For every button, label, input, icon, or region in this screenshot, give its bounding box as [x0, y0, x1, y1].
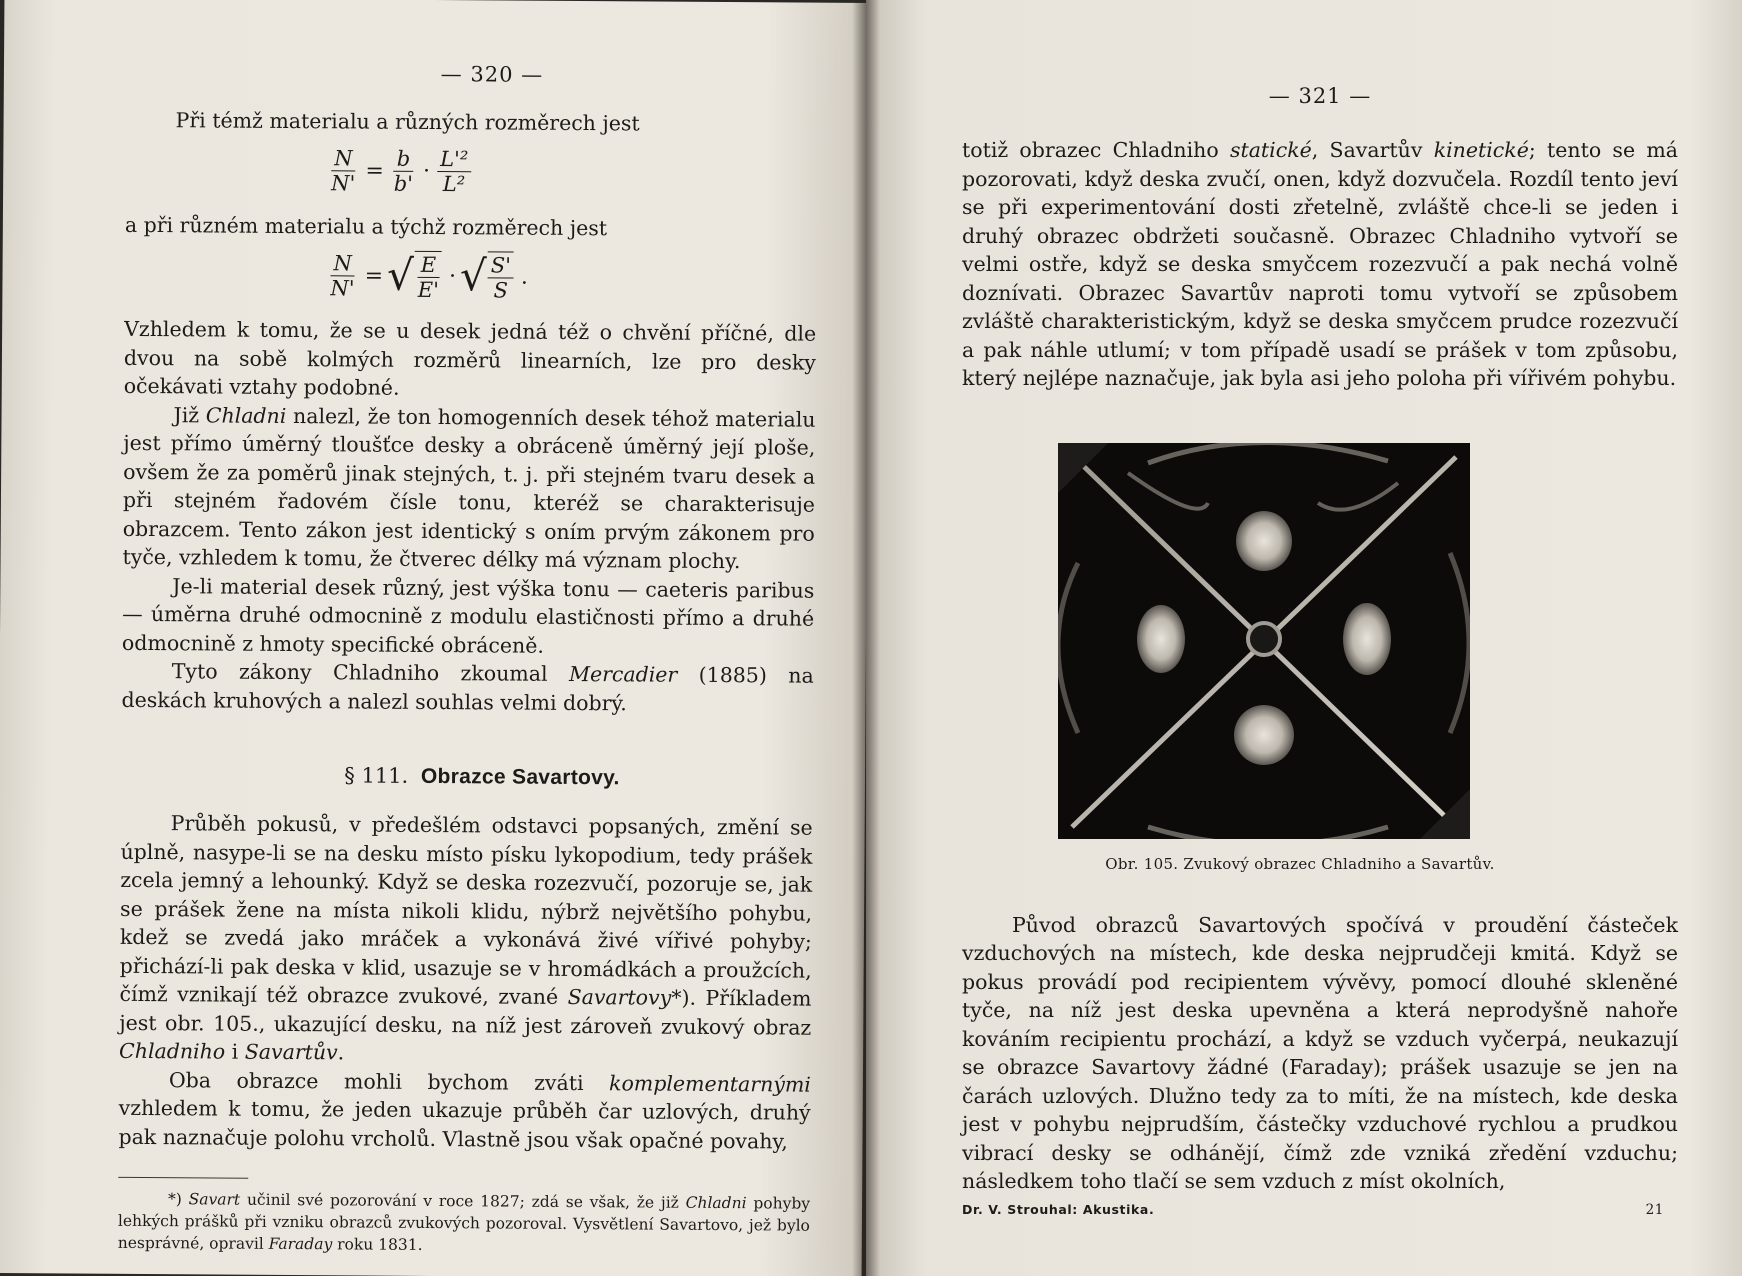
text-run: učinil své pozorování v roce 1827; zdá se však, že již [240, 1190, 686, 1212]
denominator: S [493, 277, 509, 303]
person-name: Faraday [268, 1234, 333, 1254]
text-run: Oba obrazce mohli bychom zváti [168, 1067, 610, 1095]
emphasis: Savartovy [567, 984, 672, 1010]
section-heading [121, 762, 813, 792]
paragraph-2 [122, 400, 815, 576]
numerator: N [330, 251, 355, 276]
text-run: i [225, 1039, 245, 1064]
formula-2 [324, 244, 816, 309]
page-number-right: — 321 — [1268, 84, 1372, 108]
figure-caption: Obr. 105. Zvukový obrazec Chladniho a Savartův. [1105, 854, 1495, 873]
multiply-dot: · [422, 158, 431, 184]
radical-sign: √ [386, 250, 415, 300]
text-run: pohyby lehkých prášků při vzniku obrazců zvukových pozoroval. Vysvětlení Savartovo, jež bylo nesprávné, opravil [117, 1194, 811, 1253]
text-run: roku 1831. [332, 1235, 423, 1254]
numerator: S' [488, 253, 514, 278]
page-number-left: — 320 — [440, 62, 544, 87]
text-run: ; tento se má pozorovati, když deska zvučí, onen, když dozvučela. Rozdíl tento jeví se při experimentování dosti zřetelně, zvláště chce-li se jeden i druhý obrazec obdržeti současně. Obrazec Chladniho vytvoří se velmi ostře, když se deska smyčcem rozezvučí a pak nechá volně doznívati. Obrazec Savartův naproti tomu vytvoří se způsobem zvláště charakteristickým, když se deska smyčcem prudce rozezvučí a pak náhle utlumí; v tom případě usadí se prášek v tom způsobu, který nejlépe naznačuje, jak byla asi jeho poloha při vířivém pohybu. [962, 138, 1679, 390]
text-run: . [337, 1040, 345, 1065]
person-name: Chladni [205, 402, 287, 428]
paragraph-3: Je-li material desek různý, jest výška tonu — caeteris paribus — úměrna druhé odmocnině z modulu elastičnosti přímo a druhé odmocnině z hmoty specifické obráceně. [121, 573, 815, 658]
text-run: *) [168, 1190, 189, 1209]
text-run: Průběh pokusů, v předešlém odstavci popsaných, změní se úplně, nasype-li se na desku místo písku lykopodium, tedy prášek zcela jemný a lehounký. Když se deska rozezvučí, pozoruje se, jak se prášek žene na místa nikoli klidu, nýbrž největšího pohybu, kdež se zvedá jako mráček a vykonává živé vířivé pohyby; přichází-li pak deska v klid, usazuje se v hromádkách a proužcích, čímž vznikají též obrazce zvukové, zvané [119, 811, 813, 1009]
square-root [460, 251, 517, 302]
paragraph-6 [118, 1065, 811, 1155]
numerator: b [394, 147, 414, 172]
fraction [391, 147, 417, 196]
emphasis: komplementarnými [608, 1070, 811, 1097]
emphasis: statické [1229, 138, 1312, 162]
text-run: nalezl, že ton homogenních desek téhož materialu jest přímo úměrný tloušťce desky a obráceně úměrný její ploše, ovšem že za poměrů jinak stejných, t. j. při stejném tvaru desek a při stejném řadovém čísle tonu, kteréž se charakterisuje obrazcem. Tento zákon jest identický s oním prvým zákonem pro tyče, vzhledem k tomu, že čtverec délky má význam plochy. [122, 403, 816, 574]
paragraph-2: Původ obrazců Savartových spočívá v proudění částeček vzduchových na místech, kde deska nejprudčeji kmitá. Když se pokus provádí pod recipientem vývěvy, pomocí dlouhé skleněné tyče, na níž jest deska upevněna a která neprodyšně nahoře kováním recipientu prochází, a když se vzduch vyčerpá, neukazují se obrazce Savartovy žádné (Faraday); prášek usazuje se jen na čarách uzlových. Dlužno tedy za to míti, že na místech, kde deska jest v pohybu nejprudším, částečky vzduchové rychlou a prudkou vibrací desky se odhánějí, čímž zde vzniká zředění vzduchu; následkem toho tlačí se sem vzduch z míst okolních, [962, 912, 1678, 1193]
equals-sign: = [364, 263, 384, 289]
numerator: L'² [437, 147, 471, 172]
running-footer [962, 1202, 1678, 1218]
footnote [118, 1188, 810, 1259]
author-imprint: Dr. V. Strouhal: Akustika. [962, 1201, 1155, 1217]
text-run: vzhledem k tomu, že jeden ukazuje průběh čar uzlových, druhý pak naznačuje polohu vrcholů. Vlastně jsou však opačné povahy, [118, 1095, 811, 1153]
text-run: (1885) na deskách kruhových a nalezl souhlas velmi dobrý. [121, 662, 814, 715]
text-run: *). Příkladem jest obr. 105., ukazující desku, na níž jest zároveň zvukový obraz [119, 985, 812, 1040]
paragraph-4 [121, 657, 813, 719]
second-line: a při různém materialu a týchž rozměrech jest [124, 212, 608, 240]
text-run: Tyto zákony Chladniho zkoumal [171, 659, 570, 686]
paragraph-5 [119, 809, 813, 1070]
square-root [387, 250, 445, 301]
denominator: E' [417, 277, 439, 302]
equals-sign: = [365, 158, 384, 184]
emphasis: Savartův [244, 1039, 338, 1065]
numerator: N [331, 146, 356, 171]
radical-sign: √ [459, 251, 487, 301]
footnote-rule [118, 1177, 248, 1179]
text-run: totiž obrazec Chladniho [962, 138, 1230, 162]
text-run: , Savartův [1311, 138, 1434, 162]
emphasis: Chladniho [119, 1038, 226, 1064]
person-name: Savart [188, 1190, 241, 1209]
numerator: E [418, 252, 440, 277]
text-run: Již [173, 402, 206, 427]
fraction [415, 250, 442, 301]
multiply-dot: · [448, 263, 457, 289]
denominator: b' [393, 171, 414, 196]
section-title: Obrazce Savartovy. [420, 764, 620, 790]
signature-mark: 21 [1645, 1201, 1664, 1218]
fraction [327, 251, 357, 300]
formula-1 [325, 140, 817, 205]
denominator: N' [330, 275, 355, 300]
fraction [488, 251, 515, 302]
right-page [866, 0, 1742, 1276]
paragraph-1: Vzhledem k tomu, že se u desek jedná též o chvění příčné, dle dvou na sobě kolmých rozměrů linearních, lze pro desky očekávati vztahy podobné. [123, 316, 817, 400]
period: . [520, 264, 529, 290]
denominator: N' [331, 171, 356, 196]
person-name: Mercadier [568, 661, 678, 687]
person-name: Chladni [685, 1193, 747, 1213]
paragraph-1 [962, 136, 1678, 393]
emphasis: kinetické [1433, 138, 1529, 162]
fraction [437, 147, 471, 196]
intro-line: Při témž materialu a různých rozměrech jest [175, 108, 640, 136]
fraction [328, 146, 358, 195]
chladni-savart-figure [1058, 443, 1470, 839]
section-number: § 111. [344, 763, 409, 788]
left-page [0, 0, 870, 1276]
figure-105-plate [1058, 443, 1470, 839]
denominator: L² [442, 172, 466, 197]
